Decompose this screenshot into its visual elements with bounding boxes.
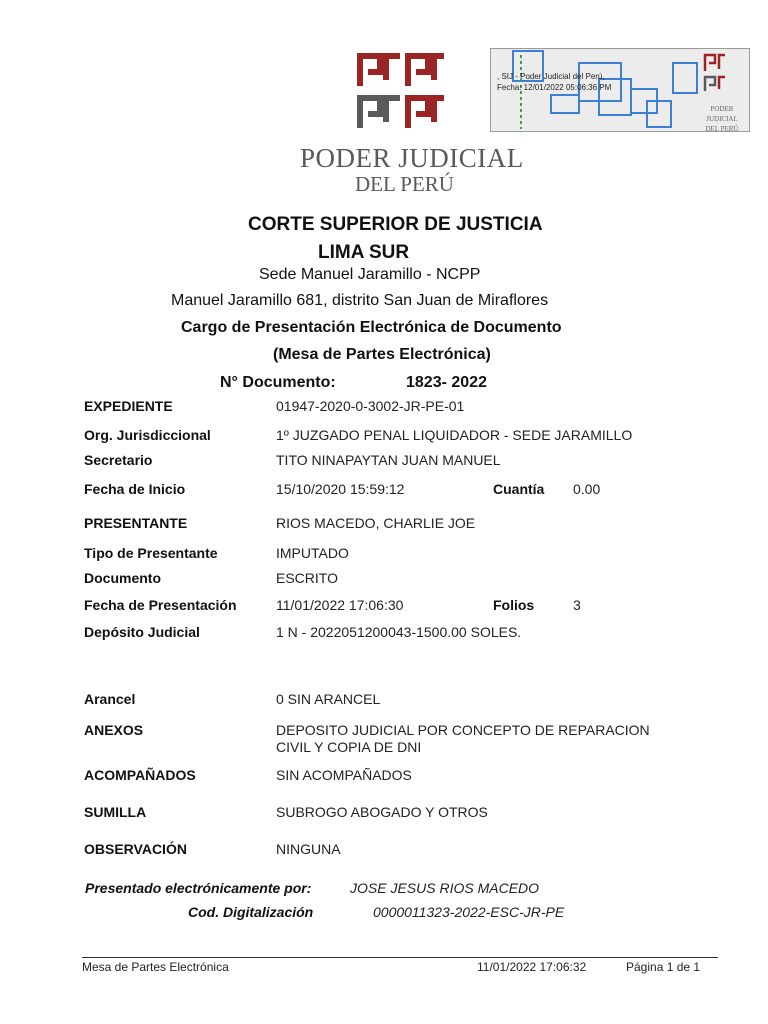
sede-address: Manuel Jaramillo 681, distrito San Juan de Miraflores: [171, 292, 549, 309]
documento-label: Documento: [84, 570, 161, 586]
logo-subtitle: DEL PERÚ: [355, 172, 454, 196]
sede-name: Sede Manuel Jaramillo - NCPP: [259, 266, 481, 283]
deposito-label: Depósito Judicial: [84, 624, 200, 640]
stamp-brand-2: DEL PERÚ: [705, 125, 739, 132]
logo-title: PODER JUDICIAL: [300, 143, 524, 173]
deposito-value: 1 N - 2022051200043-1500.00 SOLES.: [276, 624, 522, 640]
observacion-label: OBSERVACIÓN: [84, 841, 187, 857]
doc-number-label: N° Documento:: [220, 374, 336, 391]
secretario-value: TITO NINAPAYTAN JUAN MANUEL: [276, 452, 501, 468]
fecha-presentacion-value: 11/01/2022 17:06:30: [276, 597, 404, 613]
secretario-label: Secretario: [84, 452, 153, 468]
stamp-line-2: Fecha: 12/01/2022 05:06:36 PM: [497, 83, 612, 92]
presentante-label: PRESENTANTE: [84, 515, 188, 531]
footer-page: Página 1 de 1: [626, 960, 701, 974]
arancel-value: 0 SIN ARANCEL: [276, 691, 381, 707]
expediente-label: EXPEDIENTE: [84, 398, 173, 414]
footer-datetime: 11/01/2022 17:06:32: [477, 960, 587, 974]
expediente-value: 01947-2020-0-3002-JR-PE-01: [276, 398, 465, 414]
observacion-value: NINGUNA: [276, 841, 341, 857]
anexos-label: ANEXOS: [84, 722, 144, 738]
digital-signature-stamp: [490, 48, 750, 132]
document-type-title: Cargo de Presentación Electrónica de Documento: [181, 319, 562, 336]
presentado-value: JOSE JESUS RIOS MACEDO: [350, 880, 540, 896]
court-subtitle: LIMA SUR: [318, 242, 410, 263]
arancel-label: Arancel: [84, 691, 136, 707]
footer-divider: [82, 957, 718, 958]
cuantia-label: Cuantía: [493, 481, 545, 497]
org-value: 1º JUZGADO PENAL LIQUIDADOR - SEDE JARAMILLO: [276, 427, 633, 443]
acompanados-value: SIN ACOMPAÑADOS: [276, 767, 412, 783]
sumilla-label: SUMILLA: [84, 804, 147, 820]
mesa-partes-title: (Mesa de Partes Electrónica): [273, 346, 491, 363]
fecha-inicio-value: 15/10/2020 15:59:12: [276, 481, 405, 497]
fecha-inicio-label: Fecha de Inicio: [84, 481, 186, 497]
footer-left: Mesa de Partes Electrónica: [82, 960, 229, 974]
presentado-label: Presentado electrónicamente por:: [85, 880, 312, 896]
poder-judicial-logo-icon: [356, 52, 448, 132]
sumilla-value: SUBROGO ABOGADO Y OTROS: [276, 804, 488, 820]
stamp-line-1: , SIJ - Poder Judicial del Perú,: [497, 72, 605, 81]
tipo-presentante-label: Tipo de Presentante: [84, 545, 218, 561]
folios-value: 3: [573, 597, 581, 613]
anexos-value-line1: DEPOSITO JUDICIAL POR CONCEPTO DE REPARACION: [276, 722, 650, 738]
org-label: Org. Jurisdiccional: [84, 427, 211, 443]
cod-digitalizacion-label: Cod. Digitalización: [188, 904, 314, 920]
cod-digitalizacion-value: 0000011323-2022-ESC-JR-PE: [373, 904, 565, 920]
court-title: CORTE SUPERIOR DE JUSTICIA: [248, 214, 543, 235]
anexos-value-line2: CIVIL Y COPIA DE DNI: [276, 739, 422, 755]
doc-number-value: 1823- 2022: [406, 374, 487, 391]
fecha-presentacion-label: Fecha de Presentación: [84, 597, 237, 613]
tipo-presentante-value: IMPUTADO: [276, 545, 349, 561]
stamp-brand-1: PODER JUDICIAL: [706, 105, 738, 123]
cuantia-value: 0.00: [573, 481, 601, 497]
folios-label: Folios: [493, 597, 535, 613]
acompanados-label: ACOMPAÑADOS: [84, 767, 196, 783]
documento-value: ESCRITO: [276, 570, 338, 586]
presentante-value: RIOS MACEDO, CHARLIE JOE: [276, 515, 476, 531]
